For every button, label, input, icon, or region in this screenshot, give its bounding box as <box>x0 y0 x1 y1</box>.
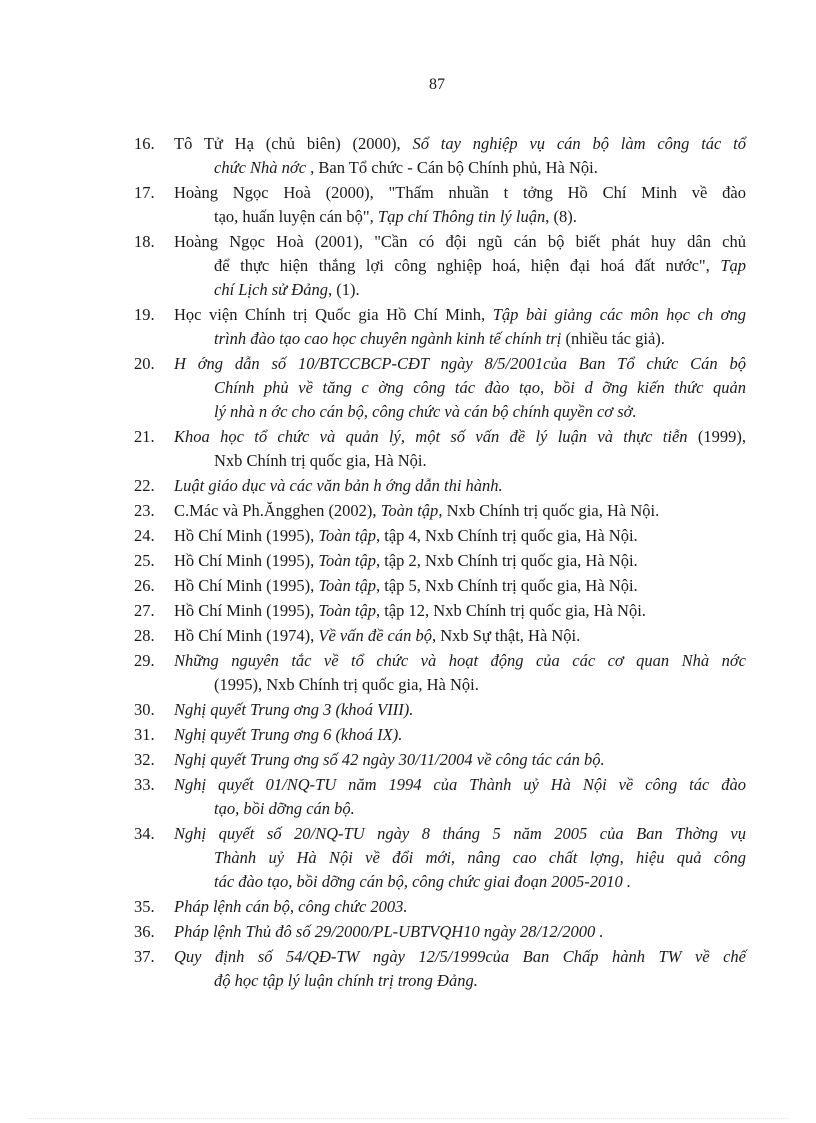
reference-line <box>174 303 746 327</box>
reference-text <box>174 698 746 722</box>
reference-item <box>134 474 746 498</box>
reference-item <box>134 574 746 598</box>
reference-item <box>134 524 746 548</box>
reference-number: 18. <box>134 232 155 251</box>
reference-item <box>134 945 746 993</box>
plain-text: , (1). <box>327 280 360 299</box>
reference-line <box>174 327 746 351</box>
reference-line <box>174 205 746 229</box>
reference-number: 23. <box>134 501 155 520</box>
reference-line <box>174 599 746 623</box>
plain-text: , tập 2, Nxb Chính trị quốc gia, Hà Nội. <box>376 551 638 570</box>
reference-text <box>174 624 746 648</box>
reference-item <box>134 303 746 351</box>
plain-text: Học viện Chính trị Quốc gia Hồ Chí Minh, <box>174 305 493 324</box>
reference-number: 25. <box>134 551 155 570</box>
reference-item <box>134 698 746 722</box>
plain-text: , tập 5, Nxb Chính trị quốc gia, Hà Nội. <box>376 576 638 595</box>
reference-line <box>174 870 746 894</box>
reference-text <box>174 895 746 919</box>
reference-number: 24. <box>134 526 155 545</box>
reference-text <box>174 230 746 302</box>
reference-line <box>174 649 746 673</box>
reference-text <box>174 524 746 548</box>
reference-line <box>174 945 746 969</box>
reference-item <box>134 822 746 894</box>
reference-text <box>174 822 746 894</box>
plain-text: , (8). <box>545 207 577 226</box>
bottom-dotted-rule <box>28 1118 788 1119</box>
reference-item <box>134 132 746 180</box>
italic-text: Pháp lệnh cán bộ, công chức 2003. <box>174 897 408 916</box>
italic-text: lý nhà n ớc cho cán bộ, công chức và cán bộ chính quyền cơ sở. <box>214 402 637 421</box>
reference-text <box>174 352 746 424</box>
italic-text: Nghị quyết Trung ơng 6 (khoá IX). <box>174 725 403 744</box>
italic-text: Luật giáo dục và các văn bản h ớng dẫn thi hành. <box>174 476 503 495</box>
italic-text: độ học tập lý luận chính trị trong Đảng. <box>214 971 478 990</box>
reference-number: 17. <box>134 183 155 202</box>
italic-text: Nghị quyết Trung ơng số 42 ngày 30/11/2004 về công tác cán bộ. <box>174 750 605 769</box>
reference-line <box>174 425 746 449</box>
reference-number: 29. <box>134 651 155 670</box>
reference-item <box>134 748 746 772</box>
plain-text: Hoàng Ngọc Hoà (2001), "Cần có đội ngũ cán bộ biết phát huy dân chủ <box>174 232 746 251</box>
reference-text <box>174 599 746 623</box>
reference-line <box>174 920 746 944</box>
italic-text: Toàn tập <box>318 601 376 620</box>
reference-item <box>134 920 746 944</box>
reference-number: 27. <box>134 601 155 620</box>
plain-text: , Ban Tổ chức - Cán bộ Chính phủ, Hà Nội. <box>310 158 598 177</box>
reference-text <box>174 574 746 598</box>
reference-item <box>134 895 746 919</box>
reference-text <box>174 303 746 351</box>
italic-text: Sổ tay nghiệp vụ cán bộ làm công tác tổ <box>412 134 746 153</box>
plain-text: Tô Tử Hạ (chủ biên) (2000), <box>174 134 413 153</box>
italic-text: Tạp chí Thông tin lý luận <box>377 207 546 226</box>
reference-number: 31. <box>134 725 155 744</box>
reference-text <box>174 649 746 697</box>
italic-text: tác đào tạo, bồi dỡng cán bộ, công chức giai đoạn 2005-2010 . <box>214 872 631 891</box>
italic-text: Chính phủ về tăng c ờng công tác đào tạo, bồi d ỡng kiến thức quản <box>214 378 746 397</box>
plain-text: , Nxb Chính trị quốc gia, Hà Nội. <box>438 501 660 520</box>
plain-text: , tập 4, Nxb Chính trị quốc gia, Hà Nội. <box>376 526 638 545</box>
italic-text: Nghị quyết 01/NQ-TU năm 1994 của Thành uỷ Hà Nội về công tác đào <box>174 775 746 794</box>
reference-item <box>134 499 746 523</box>
reference-line <box>174 400 746 424</box>
reference-line <box>174 723 746 747</box>
plain-text: Hoàng Ngọc Hoà (2000), "Thấm nhuần t tởng Hồ Chí Minh về đào <box>174 183 746 202</box>
plain-text: Hồ Chí Minh (1974), <box>174 626 319 645</box>
reference-number: 21. <box>134 427 155 446</box>
italic-text: Khoa học tổ chức và quản lý, một số vấn đề lý luận và thực tiễn <box>174 427 688 446</box>
reference-line <box>174 846 746 870</box>
reference-item <box>134 773 746 821</box>
reference-text <box>174 499 746 523</box>
reference-line <box>174 748 746 772</box>
plain-text: (1995), Nxb Chính trị quốc gia, Hà Nội. <box>214 675 479 694</box>
reference-item <box>134 230 746 302</box>
reference-line <box>174 499 746 523</box>
italic-text: chức Nhà nớc <box>214 158 311 177</box>
reference-text <box>174 773 746 821</box>
italic-text: Pháp lệnh Thủ đô số 29/2000/PL-UBTVQH10 ngày 28/12/2000 . <box>174 922 604 941</box>
reference-line <box>174 278 746 302</box>
reference-line <box>174 524 746 548</box>
reference-item <box>134 624 746 648</box>
plain-text: Hồ Chí Minh (1995), <box>174 551 319 570</box>
reference-number: 30. <box>134 700 155 719</box>
plain-text: Hồ Chí Minh (1995), <box>174 526 319 545</box>
italic-text: Quy định số 54/QĐ-TW ngày 12/5/1999của Ban Chấp hành TW về chế <box>174 947 746 966</box>
reference-item <box>134 599 746 623</box>
reference-line <box>174 549 746 573</box>
italic-text: H ớng dẫn số 10/BTCCBCP-CĐT ngày 8/5/2001của Ban Tổ chức Cán bộ <box>174 354 746 373</box>
reference-number: 36. <box>134 922 155 941</box>
italic-text: Nghị quyết Trung ơng 3 (khoá VIII). <box>174 700 414 719</box>
reference-number: 37. <box>134 947 155 966</box>
reference-number: 20. <box>134 354 155 373</box>
reference-line <box>174 969 746 993</box>
italic-text: tạo, bồi dỡng cán bộ. <box>214 799 355 818</box>
plain-text: Nxb Chính trị quốc gia, Hà Nội. <box>214 451 427 470</box>
italic-text: Toàn tập <box>318 526 376 545</box>
italic-text: Toàn tập <box>380 501 439 520</box>
reference-text <box>174 723 746 747</box>
italic-text: Thành uỷ Hà Nội về đổi mới, nâng cao chất lợng, hiệu quả công <box>214 848 746 867</box>
italic-text: Tạp <box>720 256 746 275</box>
reference-text <box>174 425 746 473</box>
reference-line <box>174 673 746 697</box>
reference-number: 33. <box>134 775 155 794</box>
reference-list <box>134 132 746 994</box>
plain-text: Hồ Chí Minh (1995), <box>174 576 319 595</box>
reference-line <box>174 822 746 846</box>
reference-line <box>174 352 746 376</box>
reference-item <box>134 649 746 697</box>
italic-text: chí Lịch sử Đảng <box>214 280 328 299</box>
reference-item <box>134 181 746 229</box>
plain-text: Hồ Chí Minh (1995), <box>174 601 319 620</box>
reference-number: 28. <box>134 626 155 645</box>
reference-line <box>174 449 746 473</box>
reference-text <box>174 549 746 573</box>
reference-line <box>174 132 746 156</box>
reference-text <box>174 748 746 772</box>
reference-line <box>174 181 746 205</box>
italic-text: Nghị quyết số 20/NQ-TU ngày 8 tháng 5 năm 2005 của Ban Thờng vụ <box>174 824 746 843</box>
reference-line <box>174 797 746 821</box>
reference-line <box>174 156 746 180</box>
plain-text: C.Mác và Ph.Ăngghen (2002), <box>174 501 381 520</box>
reference-text <box>174 920 746 944</box>
reference-item <box>134 723 746 747</box>
reference-item <box>134 549 746 573</box>
italic-text: Tập bài giảng các môn học ch ơng <box>492 305 746 324</box>
reference-line <box>174 574 746 598</box>
page-number: 87 <box>429 76 445 93</box>
italic-text: trình đào tạo cao học chuyên ngành kinh tế chính trị <box>214 329 562 348</box>
italic-text: Toàn tập <box>318 576 376 595</box>
reference-number: 34. <box>134 824 155 843</box>
reference-line <box>174 376 746 400</box>
reference-text <box>174 181 746 229</box>
reference-line <box>174 773 746 797</box>
reference-text <box>174 945 746 993</box>
reference-number: 16. <box>134 134 155 153</box>
reference-line <box>174 474 746 498</box>
reference-number: 19. <box>134 305 155 324</box>
plain-text: , tập 12, Nxb Chính trị quốc gia, Hà Nội. <box>376 601 646 620</box>
italic-text: Toàn tập <box>318 551 376 570</box>
plain-text: (1999), <box>687 427 746 446</box>
italic-text: Những nguyên tắc về tổ chức và hoạt động của các cơ quan Nhà nớc <box>174 651 746 670</box>
reference-number: 32. <box>134 750 155 769</box>
plain-text: để thực hiện thắng lợi công nghiệp hoá, hiện đại hoá đất nước", <box>214 256 721 275</box>
reference-line <box>174 895 746 919</box>
reference-item <box>134 425 746 473</box>
reference-item <box>134 352 746 424</box>
plain-text: (nhiều tác giả). <box>561 329 665 348</box>
plain-text: , Nxb Sự thật, Hà Nội. <box>432 626 581 645</box>
plain-text: tạo, huấn luyện cán bộ", <box>214 207 378 226</box>
reference-number: 35. <box>134 897 155 916</box>
reference-text <box>174 132 746 180</box>
reference-text <box>174 474 746 498</box>
italic-text: Về vấn đề cán bộ <box>318 626 432 645</box>
reference-line <box>174 230 746 254</box>
reference-line <box>174 254 746 278</box>
reference-number: 26. <box>134 576 155 595</box>
reference-number: 22. <box>134 476 155 495</box>
reference-line <box>174 624 746 648</box>
reference-line <box>174 698 746 722</box>
